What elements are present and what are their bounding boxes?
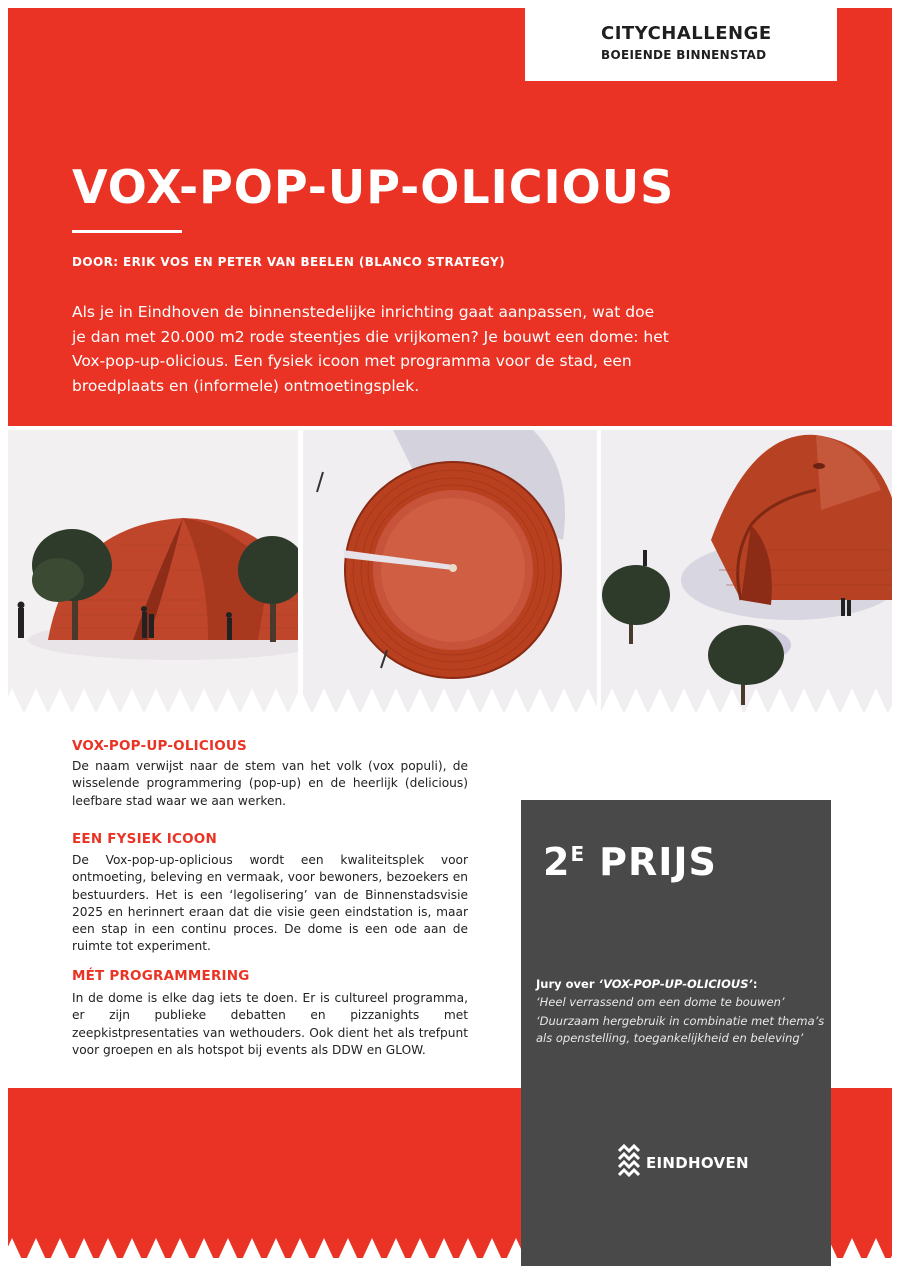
section-heading-icon: EEN FYSIEK ICOON: [72, 831, 217, 847]
brand-subtitle: BOEIENDE BINNENSTAD: [601, 48, 767, 62]
prize-title: [543, 840, 717, 884]
dome-top-view-render: [303, 430, 597, 713]
section-text-icon: De Vox-pop-up-oplicious wordt een kwaliteitsplek voor ontmoeting, beleving en vermaak, voor bewoners, bezoekers en bestuurders. Het is een ‘legolisering’ van de Binnenstadsvisie 2025 en herinnert eraan dat die visie geen eindstation is, maar een stap in een continu proces. De dome is een ode aan de ruimte tot experiment.: [72, 853, 468, 954]
section-heading-name: VOX-POP-UP-OLICIOUS: [72, 738, 247, 754]
dome-perspective-render: [8, 430, 298, 713]
city-name: EINDHOVEN: [646, 1154, 749, 1172]
jury-heading: [536, 977, 826, 991]
prize-suffix: E: [570, 842, 586, 866]
prize-box: [521, 800, 831, 1266]
page-title: VOX-POP-UP-OLICIOUS: [72, 160, 675, 214]
jury-quote-2: ‘Duurzaam hergebruik in combinatie met thema’s als openstelling, toegankelijkheid en beleving’: [536, 1014, 825, 1045]
jury-prefix: Jury over: [536, 977, 599, 991]
brand-title: CITYCHALLENGE: [601, 23, 772, 44]
zigzag-divider: [0, 688, 900, 716]
dome-aerial-render: [601, 430, 892, 713]
eindhoven-logo-icon: [618, 1144, 640, 1178]
section-heading-programming: MÉT PROGRAMMERING: [72, 968, 250, 984]
prize-label: PRIJS: [599, 840, 717, 884]
authors-line: DOOR: ERIK VOS EN PETER VAN BEELEN (BLANCO STRATEGY): [72, 255, 506, 269]
section-text-programming: In de dome is elke dag iets te doen. Er is cultureel programma, er zijn publieke debatten en pizzanights met zeepkistpresentaties van wethouders. Ook dient het als trefpunt voor groepen en als hotspot bij events als DDW en GLOW.: [72, 991, 468, 1057]
prize-number: 2: [543, 840, 571, 884]
eindhoven-logo: [618, 1144, 818, 1178]
title-divider: [72, 230, 182, 233]
intro-text: Als je in Eindhoven de binnenstedelijke inrichting gaat aanpassen, wat doe je dan met 20.000 m2 rode steentjes die vrijkomen? Je bouwt een dome: het Vox-pop-up-olicious. Een fysiek icoon met programma voor de stad, een broedplaats en (informele) ontmoetingsplek.: [72, 303, 669, 395]
jury-subject: ‘VOX-POP-UP-OLICIOUS’: [598, 977, 753, 991]
section-text-name: De naam verwijst naar de stem van het volk (vox populi), de wisselende programmering (pop-up) en de heerlijk (delicious) leefbare stad waar we aan werken.: [72, 759, 468, 808]
brand-box: [525, 8, 837, 81]
jury-colon: :: [752, 977, 758, 991]
jury-quote-1: ‘Heel verrassend om een dome te bouwen’: [536, 995, 785, 1009]
